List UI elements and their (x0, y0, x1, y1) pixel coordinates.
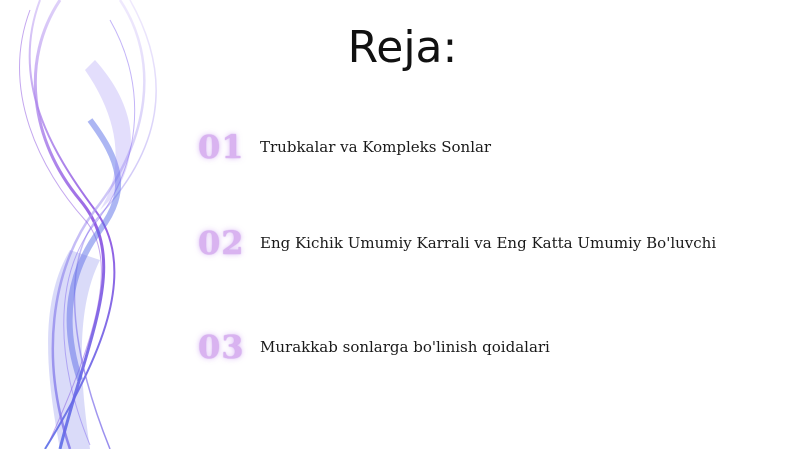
slide-title: Reja: (347, 22, 458, 73)
agenda-item-text: Eng Kichik Umumiy Karrali va Eng Katta Umumiy Bo'luvchi (260, 234, 717, 252)
agenda-item (198, 322, 550, 372)
agenda-item-number: 02 (198, 224, 245, 262)
agenda-item-number: 01 (198, 128, 245, 166)
agenda-item (198, 218, 716, 268)
agenda-item (198, 122, 491, 172)
agenda-item-text: Trubkalar va Kompleks Sonlar (260, 138, 492, 156)
agenda-item-number: 03 (198, 328, 245, 366)
agenda-item-text: Murakkab sonlarga bo'linish qoidalari (260, 338, 550, 356)
